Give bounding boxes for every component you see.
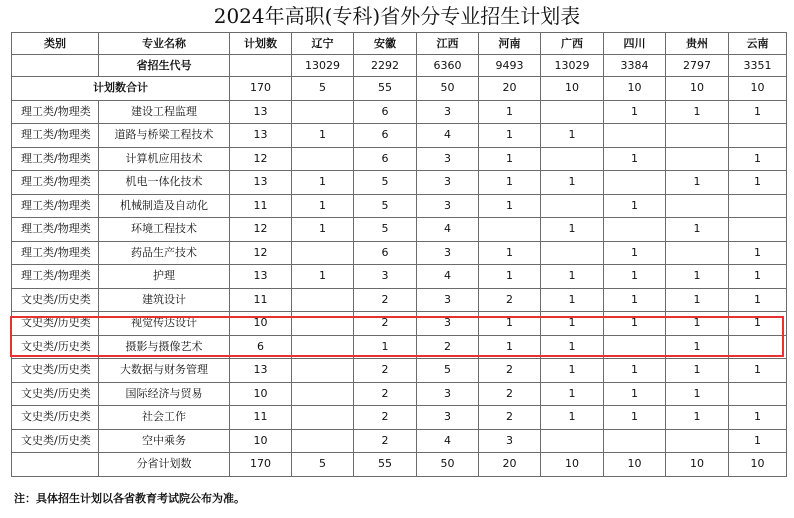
row-province-value: 1 [541,124,604,148]
row-province-value [666,429,729,453]
row-province-value: 1 [479,335,541,359]
row-plan: 10 [230,382,292,406]
row-province-value: 1 [729,406,787,430]
row-province-value [604,171,666,195]
row-province-value: 1 [729,241,787,265]
row-province-value [729,218,787,242]
row-category: 文史类/历史类 [12,406,99,430]
row-major: 环境工程技术 [99,218,230,242]
total-value: 50 [417,77,479,101]
row-province-value [666,241,729,265]
row-province-value [541,194,604,218]
row-province-value [479,218,541,242]
table-row [12,194,787,218]
row-province-value: 3 [417,171,479,195]
table-row [12,147,787,171]
row-province-value [541,429,604,453]
row-province-value [292,429,354,453]
row-major: 建设工程监理 [99,100,230,124]
row-province-value: 2 [479,359,541,383]
row-category: 理工类/物理类 [12,265,99,289]
row-province-value: 3 [354,265,417,289]
row-province-value: 5 [354,171,417,195]
row-province-value: 1 [729,359,787,383]
row-province-value: 1 [541,335,604,359]
row-province-value: 1 [479,312,541,336]
total-plan: 170 [230,77,292,101]
province-code: 9493 [479,55,541,77]
total-value: 10 [604,77,666,101]
row-province-value [541,147,604,171]
row-province-value [292,359,354,383]
row-plan: 13 [230,359,292,383]
code-row [12,55,787,77]
row-province-value: 3 [417,194,479,218]
row-province-value: 3 [479,429,541,453]
row-province-value: 3 [417,406,479,430]
code-row-label: 省招生代号 [99,55,230,77]
row-province-value [292,335,354,359]
row-province-value [604,218,666,242]
row-province-value: 1 [666,359,729,383]
row-province-value: 1 [479,124,541,148]
header-province: 四川 [604,33,666,55]
row-category: 文史类/历史类 [12,335,99,359]
row-province-value: 6 [354,147,417,171]
row-plan: 11 [230,288,292,312]
row-province-value: 1 [729,147,787,171]
row-province-value: 1 [541,171,604,195]
row-province-value: 1 [541,382,604,406]
row-province-value [541,100,604,124]
row-category: 理工类/物理类 [12,241,99,265]
subtotal-value: 5 [292,453,354,477]
row-category: 文史类/历史类 [12,359,99,383]
row-plan: 13 [230,171,292,195]
row-province-value: 3 [417,241,479,265]
header-province: 江西 [417,33,479,55]
row-province-value: 1 [666,382,729,406]
row-major: 空中乘务 [99,429,230,453]
row-province-value: 1 [479,194,541,218]
table-row [12,335,787,359]
row-plan: 6 [230,335,292,359]
row-major: 护理 [99,265,230,289]
row-province-value: 1 [604,288,666,312]
row-plan: 12 [230,241,292,265]
total-row [12,77,787,101]
page-title: 2024年高职(专科)省外分专业招生计划表 [213,4,581,28]
row-province-value: 1 [292,265,354,289]
row-plan: 10 [230,312,292,336]
row-province-value: 1 [666,218,729,242]
row-category: 理工类/物理类 [12,100,99,124]
row-province-value: 1 [729,100,787,124]
row-province-value: 6 [354,241,417,265]
header-province: 广西 [541,33,604,55]
subtotal-value: 10 [666,453,729,477]
table-row [12,124,787,148]
province-code: 3351 [729,55,787,77]
table-row [12,382,787,406]
row-province-value: 2 [354,429,417,453]
row-province-value: 1 [666,406,729,430]
row-province-value: 1 [729,171,787,195]
table-row [12,288,787,312]
subtotal-value: 20 [479,453,541,477]
subtotal-value: 10 [729,453,787,477]
row-major: 道路与桥梁工程技术 [99,124,230,148]
row-major: 计算机应用技术 [99,147,230,171]
header-province: 辽宁 [292,33,354,55]
row-province-value: 2 [354,382,417,406]
row-category: 理工类/物理类 [12,147,99,171]
row-province-value: 1 [541,359,604,383]
row-province-value: 1 [292,218,354,242]
row-province-value: 5 [354,218,417,242]
code-row-blank [12,55,99,77]
row-province-value: 3 [417,147,479,171]
row-major: 国际经济与贸易 [99,382,230,406]
row-province-value [541,241,604,265]
row-category: 理工类/物理类 [12,194,99,218]
table-row [12,171,787,195]
row-province-value: 1 [354,335,417,359]
row-province-value [666,147,729,171]
subtotal-value: 50 [417,453,479,477]
row-province-value: 2 [479,382,541,406]
row-major: 建筑设计 [99,288,230,312]
row-province-value [729,124,787,148]
row-province-value [604,429,666,453]
header-major: 专业名称 [99,33,230,55]
row-province-value: 4 [417,429,479,453]
row-province-value: 1 [604,147,666,171]
subtotal-row [12,453,787,477]
table-row [12,265,787,289]
row-province-value [729,382,787,406]
row-province-value: 3 [417,312,479,336]
table-row [12,406,787,430]
row-province-value: 1 [666,100,729,124]
row-province-value: 2 [479,406,541,430]
row-province-value: 1 [604,194,666,218]
row-major: 大数据与财务管理 [99,359,230,383]
row-province-value: 4 [417,265,479,289]
row-plan: 13 [230,265,292,289]
header-province: 安徽 [354,33,417,55]
row-province-value: 1 [479,147,541,171]
table-row [12,359,787,383]
row-province-value [292,288,354,312]
subtotal-value: 10 [604,453,666,477]
row-province-value [729,194,787,218]
row-major: 药品生产技术 [99,241,230,265]
row-province-value: 1 [666,265,729,289]
code-row-blank [230,55,292,77]
row-province-value [292,100,354,124]
row-province-value: 2 [479,288,541,312]
row-province-value: 1 [479,171,541,195]
row-province-value: 1 [604,382,666,406]
row-province-value: 5 [417,359,479,383]
header-province: 云南 [729,33,787,55]
row-province-value: 1 [729,265,787,289]
row-province-value: 6 [354,124,417,148]
row-province-value: 1 [666,312,729,336]
subtotal-label: 分省计划数 [99,453,230,477]
row-plan: 12 [230,218,292,242]
table-row [12,218,787,242]
table-row [12,100,787,124]
province-code: 6360 [417,55,479,77]
row-province-value: 5 [354,194,417,218]
header-province: 河南 [479,33,541,55]
row-province-value: 4 [417,124,479,148]
row-province-value: 1 [729,288,787,312]
row-province-value: 1 [666,171,729,195]
row-province-value: 1 [541,312,604,336]
row-province-value [292,406,354,430]
row-province-value: 1 [666,335,729,359]
row-province-value: 1 [292,171,354,195]
subtotal-value: 10 [541,453,604,477]
row-province-value [666,124,729,148]
row-major: 机械制造及自动化 [99,194,230,218]
total-value: 5 [292,77,354,101]
row-province-value: 1 [541,218,604,242]
total-value: 10 [729,77,787,101]
total-value: 10 [666,77,729,101]
header-plan: 计划数 [230,33,292,55]
row-category: 文史类/历史类 [12,382,99,406]
table-row [12,429,787,453]
total-value: 20 [479,77,541,101]
row-province-value: 1 [541,288,604,312]
province-code: 2292 [354,55,417,77]
row-plan: 11 [230,194,292,218]
enrollment-plan-table [11,32,787,477]
row-province-value: 1 [729,429,787,453]
row-province-value: 2 [354,359,417,383]
row-province-value: 1 [604,241,666,265]
row-province-value: 4 [417,218,479,242]
row-province-value: 1 [729,312,787,336]
row-province-value [292,382,354,406]
row-province-value [604,335,666,359]
row-province-value: 2 [354,406,417,430]
row-province-value: 2 [354,288,417,312]
row-province-value: 3 [417,288,479,312]
row-province-value: 3 [417,382,479,406]
row-major: 视觉传达设计 [99,312,230,336]
province-code: 13029 [292,55,354,77]
row-plan: 12 [230,147,292,171]
row-plan: 10 [230,429,292,453]
total-value: 55 [354,77,417,101]
total-value: 10 [541,77,604,101]
row-plan: 13 [230,124,292,148]
row-province-value: 2 [354,312,417,336]
row-province-value: 1 [479,241,541,265]
row-province-value: 3 [417,100,479,124]
row-province-value: 1 [292,124,354,148]
row-province-value [729,335,787,359]
table-row [12,312,787,336]
province-code: 2797 [666,55,729,77]
footnote: 注：具体招生计划以各省教育考试院公布为准。 [14,492,245,505]
header-row [12,33,787,55]
subtotal-plan: 170 [230,453,292,477]
row-plan: 11 [230,406,292,430]
row-province-value: 1 [604,312,666,336]
row-category: 理工类/物理类 [12,218,99,242]
row-province-value: 1 [604,265,666,289]
row-category: 文史类/历史类 [12,429,99,453]
header-province: 贵州 [666,33,729,55]
row-province-value: 2 [417,335,479,359]
row-province-value [604,124,666,148]
province-code: 13029 [541,55,604,77]
row-category: 理工类/物理类 [12,171,99,195]
total-row-label: 计划数合计 [12,77,230,101]
row-plan: 13 [230,100,292,124]
row-province-value [292,241,354,265]
row-category: 文史类/历史类 [12,288,99,312]
province-code: 3384 [604,55,666,77]
row-province-value: 1 [292,194,354,218]
row-province-value: 6 [354,100,417,124]
row-province-value: 1 [604,406,666,430]
row-province-value: 1 [479,100,541,124]
subtotal-blank [12,453,99,477]
row-province-value: 1 [604,100,666,124]
row-category: 文史类/历史类 [12,312,99,336]
row-province-value [292,312,354,336]
row-major: 社会工作 [99,406,230,430]
row-major: 机电一体化技术 [99,171,230,195]
row-province-value: 1 [604,359,666,383]
row-major: 摄影与摄像艺术 [99,335,230,359]
row-province-value: 1 [666,288,729,312]
row-province-value: 1 [541,406,604,430]
row-province-value [666,194,729,218]
subtotal-value: 55 [354,453,417,477]
row-province-value: 1 [541,265,604,289]
table-row [12,241,787,265]
row-province-value [292,147,354,171]
row-category: 理工类/物理类 [12,124,99,148]
header-category: 类别 [12,33,99,55]
row-province-value: 1 [479,265,541,289]
